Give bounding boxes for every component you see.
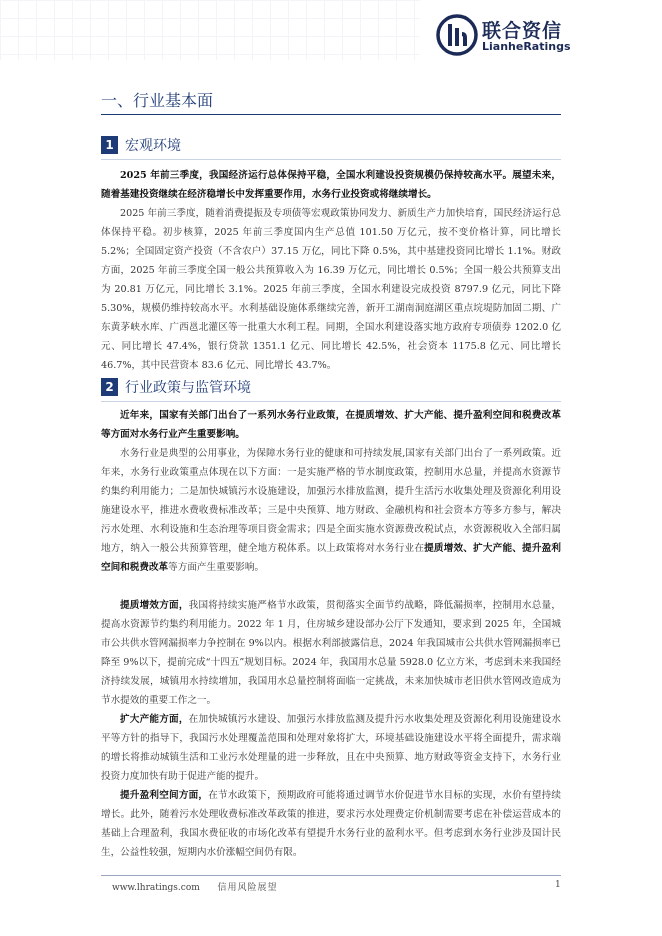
header-grid-pattern <box>0 0 420 60</box>
policy-body-main: 水务行业是典型的公用事业，为保障水务行业的健康和可持续发展,国家有关部门出台了一系列政策。近年来，水务行业政策重点体现在以下方面：一是实施严格的节水制度政策，控制用水总量，并提高水资源节约集约利用能力；二是加快城镇污水设施建设，加强污水排放监测，提升生活污水收集处理及资源化利用设施建设水平，推进水费收费标准改革；三是中央预算、地方财政、金融机构和社会资本方等多方参与，解决污水处理、水利设施和生态治理等项目资金需求；四是全面实施水资源费改税试点，水资源税收入全部归属地方，纳入一般公共预算管理，健全地方税体系。以上政策将对水务行业在 <box>101 448 561 554</box>
footer-left <box>112 880 278 893</box>
capacity-body: 在加快城镇污水建设、加强污水排放监测及提升污水收集处理及资源化利用设施建设水平等方针的指导下，我国污水处理覆盖范围和处理对象将扩大，环境基础设施建设水平将全面提升，需求端的增长将推动城镇生活和工业污水处理量的进一步释放，且在中央预算、地方财政等资金支持下，水务行业投资力度加快有助于促进产能的提升。 <box>101 714 562 782</box>
logo-chinese-name: 联合资信 <box>482 20 563 42</box>
lianhe-logo-icon <box>436 14 478 56</box>
subsection-divider <box>101 159 561 160</box>
macro-body: 2025 年前三季度，随着消费提振及专项债等宏观政策协同发力、新质生产力加快培育，国民经济运行总体保持平稳。初步核算，2025 年前三季度国内生产总值 101.50 万亿元，按不变价格计算，同比增长 5.2%；全国固定资产投资（不含农户）37.15 万亿，同比下降 0.5%，其中基建投资同比增长 1.1%。财政方面，2025 年前三季度全国一般公共预算收入为 16.39 万亿元，同比增长 0.5%；全国一般公共预算支出为 20.81 万亿元，同比增长 3.1%。2025 年前三季度，全国水利建设完成投资 8797.9 亿元，同比下降 5.30%，规模仍维持较高水平。水利基础设施体系继续完善，新开工湖南洞庭湖区重点垸堤防加固二期、广东黄茅峡水库、广西邕北灌区等一批重大水利工程。同期，全国水利建设落实地方政府专项债券 1202.0 亿元、同比增长 47.4%，银行贷款 1351.1 亿元、同比增长 42.5%，社会资本 1175.8 亿元、同比增长 46.7%，其中民营资本 83.6 亿元、同比增长 43.7%。 <box>101 208 561 371</box>
lianhe-ratings-logo <box>436 14 576 58</box>
section-title: 一、行业基本面 <box>101 91 214 110</box>
page-number: 1 <box>555 880 561 890</box>
subsection-divider <box>101 401 561 402</box>
efficiency-body: 我国将持续实施严格节水政策，贯彻落实全面节约战略，降低漏损率，控制用水总量，提高水资源节约集约利用能力。2022 年 1 月，住房城乡建设部办公厅下发通知，要求到 2025 年，全国城市公共供水管网漏损率力争控制在 9%以内。根据水利部披露信息，2024 年我国城市公共供水管网漏损率已降至 9%以下，提前完成“十四五”规划目标。2024 年，我国用水总量 5928.0 亿立方米，考虑到未来我国经济持续发展，城镇用水持续增加，我国用水总量控制将面临一定挑战，未来加快城市老旧供水管网改造成为节水提效的重要工作之一。 <box>101 600 562 706</box>
capacity-paragraph <box>101 710 561 786</box>
footer-publication-name: 信用风险展望 <box>217 883 278 893</box>
capacity-lead: 扩大产能方面， <box>120 714 189 725</box>
policy-body <box>101 444 561 577</box>
logo-english-name: LianheRatings <box>482 40 571 53</box>
efficiency-paragraph <box>101 596 561 710</box>
subsection-title: 宏观环境 <box>125 138 181 154</box>
profit-lead: 提升盈利空间方面， <box>120 790 209 801</box>
policy-summary: 近年来，国家有关部门出台了一系列水务行业政策，在提质增效、扩大产能、提升盈利空间和税费改革等方面对水务行业产生重要影响。 <box>101 410 561 440</box>
footer-website-link[interactable]: www.lhratings.com <box>112 883 200 893</box>
macro-summary: 2025 年前三季度，我国经济运行总体保持平稳，全国水利建设投资规模仍保持较高水平。展望未来，随着基建投资继续在经济稳增长中发挥重要作用，水务行业投资或将继续增长。 <box>101 170 561 200</box>
profit-body: 在节水政策下，预期政府可能将通过调节水价促进节水目标的实现，水价有望持续增长。此外，随着污水处理收费标准改革政策的推进，要求污水处理费定价机制需要考虑在补偿运营成本的基础上合理盈利，我国水费征收的市场化改革有望提升水务行业的盈利水平。但考虑到水务行业涉及国计民生，公益性较强，短期内水价涨幅空间仍有限。 <box>101 790 562 858</box>
profit-paragraph <box>101 786 561 862</box>
subsection-number: 1 <box>101 136 118 154</box>
footer-divider <box>101 875 561 876</box>
policy-body-tail: 等方面产生重要影响。 <box>168 562 265 573</box>
efficiency-lead: 提质增效方面， <box>120 600 189 611</box>
subsection-number: 2 <box>101 378 118 396</box>
section-divider <box>101 114 561 115</box>
subsection-title: 行业政策与监管环境 <box>125 380 251 396</box>
policy-body-highlight: 提质增效、扩大产能、提升盈利空间和税费改革 <box>101 543 562 573</box>
